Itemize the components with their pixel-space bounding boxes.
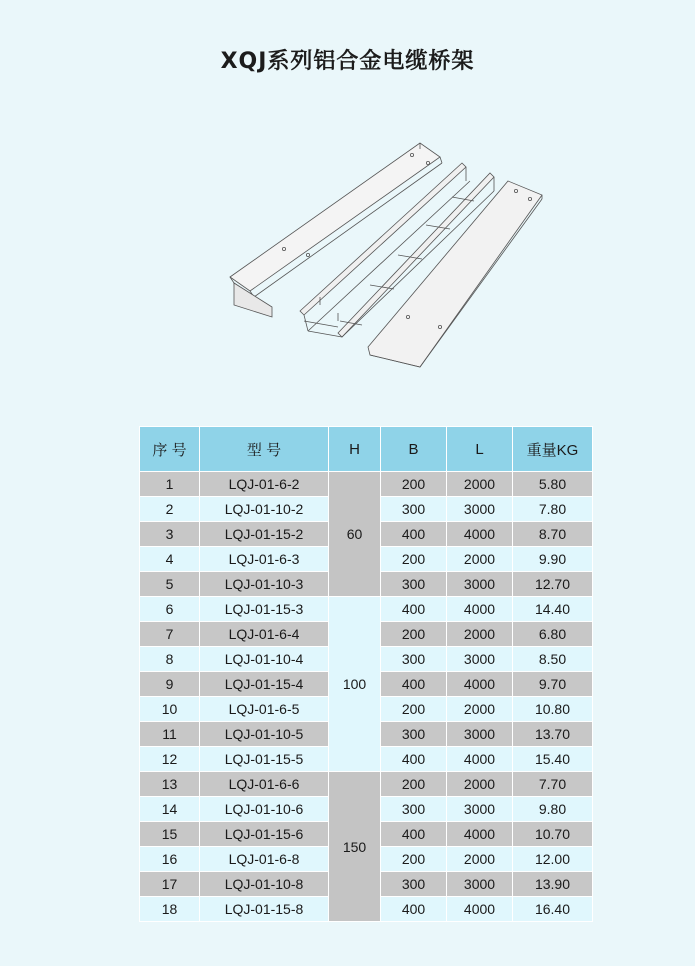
cell-no: 18 bbox=[140, 897, 200, 922]
cell-model: LQJ-01-15-5 bbox=[200, 747, 329, 772]
cell-l: 3000 bbox=[447, 647, 513, 672]
cell-model: LQJ-01-10-8 bbox=[200, 872, 329, 897]
cell-model: LQJ-01-10-3 bbox=[200, 572, 329, 597]
cell-model: LQJ-01-10-6 bbox=[200, 797, 329, 822]
cell-weight: 9.90 bbox=[513, 547, 593, 572]
cell-b: 400 bbox=[381, 597, 447, 622]
covered-tray-drawing bbox=[230, 143, 442, 317]
cell-b: 300 bbox=[381, 647, 447, 672]
cell-l: 4000 bbox=[447, 672, 513, 697]
cell-no: 7 bbox=[140, 622, 200, 647]
cell-weight: 9.80 bbox=[513, 797, 593, 822]
cell-weight: 12.70 bbox=[513, 572, 593, 597]
cell-b: 300 bbox=[381, 797, 447, 822]
cell-b: 200 bbox=[381, 697, 447, 722]
cell-no: 17 bbox=[140, 872, 200, 897]
cell-no: 5 bbox=[140, 572, 200, 597]
cell-no: 15 bbox=[140, 822, 200, 847]
cell-b: 200 bbox=[381, 547, 447, 572]
header-no: 序 号 bbox=[140, 427, 200, 472]
spec-table bbox=[139, 426, 593, 922]
cell-model: LQJ-01-10-4 bbox=[200, 647, 329, 672]
cell-b: 400 bbox=[381, 822, 447, 847]
cell-weight: 12.00 bbox=[513, 847, 593, 872]
cell-no: 8 bbox=[140, 647, 200, 672]
cell-b: 400 bbox=[381, 897, 447, 922]
cell-l: 4000 bbox=[447, 522, 513, 547]
header-b: B bbox=[381, 427, 447, 472]
cell-model: LQJ-01-15-3 bbox=[200, 597, 329, 622]
cell-weight: 13.70 bbox=[513, 722, 593, 747]
cell-model: LQJ-01-15-2 bbox=[200, 522, 329, 547]
cell-h: 150 bbox=[329, 772, 381, 922]
page-title: XQJ系列铝合金电缆桥架 bbox=[220, 49, 475, 74]
cell-l: 2000 bbox=[447, 547, 513, 572]
cell-b: 300 bbox=[381, 497, 447, 522]
cell-weight: 10.80 bbox=[513, 697, 593, 722]
cell-weight: 15.40 bbox=[513, 747, 593, 772]
cell-model: LQJ-01-15-8 bbox=[200, 897, 329, 922]
cell-l: 3000 bbox=[447, 797, 513, 822]
cell-weight: 8.50 bbox=[513, 647, 593, 672]
cell-weight: 9.70 bbox=[513, 672, 593, 697]
cell-weight: 6.80 bbox=[513, 622, 593, 647]
table-row bbox=[140, 597, 593, 622]
cell-model: LQJ-01-6-2 bbox=[200, 472, 329, 497]
cell-b: 300 bbox=[381, 572, 447, 597]
cell-weight: 8.70 bbox=[513, 522, 593, 547]
cell-model: LQJ-01-15-6 bbox=[200, 822, 329, 847]
cell-model: LQJ-01-6-6 bbox=[200, 772, 329, 797]
cell-l: 2000 bbox=[447, 772, 513, 797]
cell-b: 200 bbox=[381, 847, 447, 872]
cell-no: 6 bbox=[140, 597, 200, 622]
cell-l: 4000 bbox=[447, 822, 513, 847]
header-model: 型 号 bbox=[200, 427, 329, 472]
cell-no: 16 bbox=[140, 847, 200, 872]
cell-no: 1 bbox=[140, 472, 200, 497]
cell-l: 2000 bbox=[447, 622, 513, 647]
cell-model: LQJ-01-6-8 bbox=[200, 847, 329, 872]
cell-model: LQJ-01-6-4 bbox=[200, 622, 329, 647]
cell-b: 300 bbox=[381, 872, 447, 897]
cell-no: 2 bbox=[140, 497, 200, 522]
table-row bbox=[140, 472, 593, 497]
cell-no: 9 bbox=[140, 672, 200, 697]
cell-weight: 7.70 bbox=[513, 772, 593, 797]
cell-b: 400 bbox=[381, 672, 447, 697]
cell-model: LQJ-01-10-5 bbox=[200, 722, 329, 747]
cell-b: 200 bbox=[381, 772, 447, 797]
header-weight: 重量KG bbox=[513, 427, 593, 472]
cell-l: 3000 bbox=[447, 572, 513, 597]
cell-l: 3000 bbox=[447, 497, 513, 522]
cell-h: 100 bbox=[329, 597, 381, 772]
cell-l: 2000 bbox=[447, 697, 513, 722]
cell-model: LQJ-01-6-5 bbox=[200, 697, 329, 722]
cell-model: LQJ-01-15-4 bbox=[200, 672, 329, 697]
cell-no: 10 bbox=[140, 697, 200, 722]
cell-l: 2000 bbox=[447, 472, 513, 497]
table-header-row bbox=[140, 427, 593, 472]
cell-no: 3 bbox=[140, 522, 200, 547]
cell-b: 200 bbox=[381, 472, 447, 497]
cell-no: 4 bbox=[140, 547, 200, 572]
cell-no: 12 bbox=[140, 747, 200, 772]
header-h: H bbox=[329, 427, 381, 472]
cell-l: 4000 bbox=[447, 597, 513, 622]
cell-l: 4000 bbox=[447, 747, 513, 772]
cell-weight: 14.40 bbox=[513, 597, 593, 622]
cell-no: 11 bbox=[140, 722, 200, 747]
cell-b: 300 bbox=[381, 722, 447, 747]
cell-b: 400 bbox=[381, 522, 447, 547]
cable-tray-illustration bbox=[220, 135, 550, 370]
header-l: L bbox=[447, 427, 513, 472]
cell-b: 200 bbox=[381, 622, 447, 647]
cell-model: LQJ-01-6-3 bbox=[200, 547, 329, 572]
cell-weight: 7.80 bbox=[513, 497, 593, 522]
cell-no: 14 bbox=[140, 797, 200, 822]
cell-weight: 5.80 bbox=[513, 472, 593, 497]
table-row bbox=[140, 772, 593, 797]
cell-l: 2000 bbox=[447, 847, 513, 872]
cell-weight: 16.40 bbox=[513, 897, 593, 922]
cell-b: 400 bbox=[381, 747, 447, 772]
cell-model: LQJ-01-10-2 bbox=[200, 497, 329, 522]
cell-h: 60 bbox=[329, 472, 381, 597]
cell-l: 4000 bbox=[447, 897, 513, 922]
cell-weight: 13.90 bbox=[513, 872, 593, 897]
cell-l: 3000 bbox=[447, 872, 513, 897]
cell-l: 3000 bbox=[447, 722, 513, 747]
cell-no: 13 bbox=[140, 772, 200, 797]
cell-weight: 10.70 bbox=[513, 822, 593, 847]
